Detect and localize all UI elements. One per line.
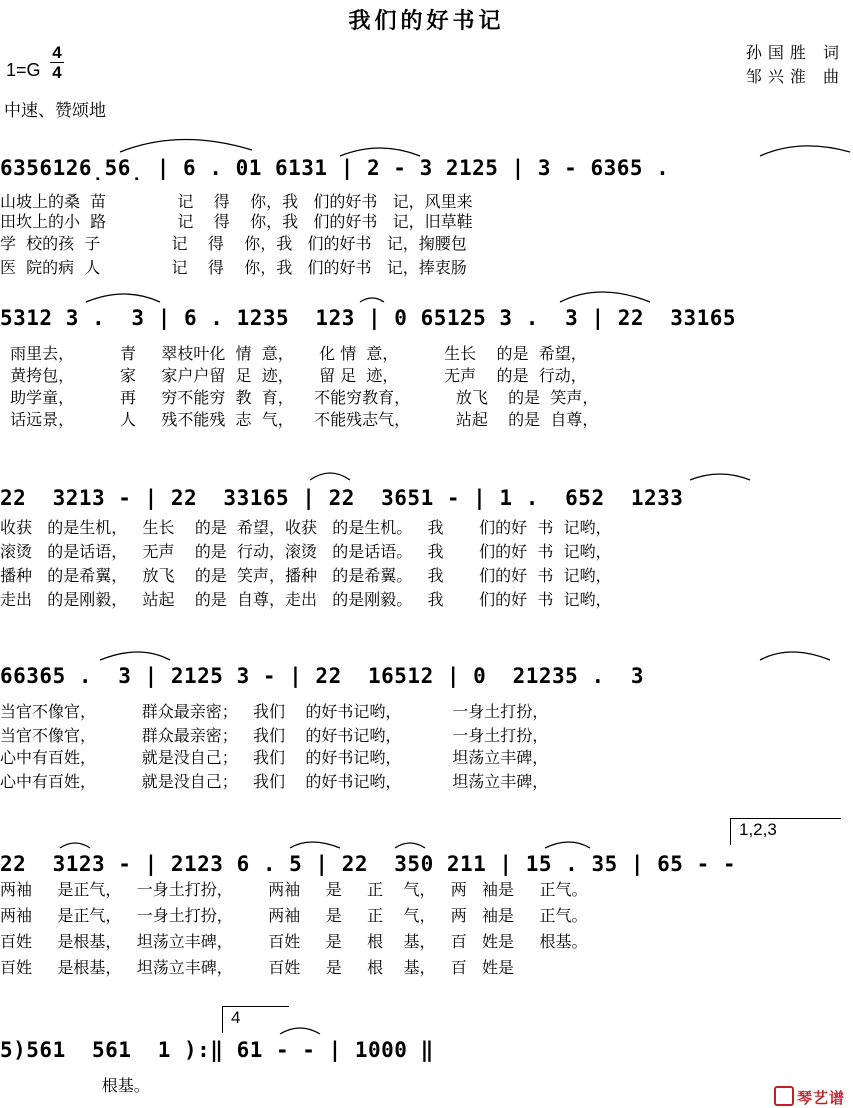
lyricist-credit: 孙国胜 词 xyxy=(745,43,845,62)
lyric-line-1-3: 学 校的孩 子 记 得 你，我 们的好书 记，掬腰包 xyxy=(0,234,467,253)
key-signature: 1=G xyxy=(6,60,41,80)
lyric-line-3-3: 播种 的是希翼， 放飞 的是 笑声，播种 的是希翼。 我 们的好 书 记哟， xyxy=(0,566,612,585)
lyric-line-2-3: 助学童， 再 穷不能穷 教 育， 不能穷教育， 放飞 的是 笑声， xyxy=(0,388,599,407)
slur xyxy=(560,292,650,302)
slur xyxy=(100,652,170,660)
lyric-line-6-1: 根基。 xyxy=(0,1076,150,1095)
lyric-line-3-1: 收获 的是生机， 生长 的是 希望，收获 的是生机。 我 们的好 书 记哟， xyxy=(0,518,612,537)
lyric-line-4-4: 心中有百姓， 就是没自己； 我们 的好书记哟， 坦荡立丰碑， xyxy=(0,772,549,791)
lyric-line-5-1: 两袖 是正气， 一身土打扮， 两袖 是 正 气， 两 袖是 正气。 xyxy=(0,880,588,899)
lyric-line-2-2: 黄挎包， 家 家户户留 足 迹， 留 足 迹， 无声 的是 行动， xyxy=(0,366,587,385)
lyric-line-1-2: 田坎上的小 路 记 得 你，我 们的好书 记，旧草鞋 xyxy=(0,212,473,231)
notation-line-5: 22 3123 - | 2123 6 . 5 | 22 350 211 | 15 . 35 | 65 - - xyxy=(0,852,737,876)
lyric-line-5-4: 百姓 是根基， 坦荡立丰碑， 百姓 是 根 基， 百 姓是 xyxy=(0,958,515,977)
slur xyxy=(290,842,340,848)
watermark xyxy=(762,1068,845,1108)
lyric-line-5-2: 两袖 是正气， 一身土打扮， 两袖 是 正 气， 两 袖是 正气。 xyxy=(0,906,588,925)
lyric-line-3-2: 滚烫 的是话语， 无声 的是 行动，滚烫 的是话语。 我 们的好 书 记哟， xyxy=(0,542,612,561)
slur xyxy=(120,139,252,152)
volta-label-1: 1,2,3 xyxy=(739,820,777,839)
slur xyxy=(760,652,830,660)
lyric-line-1-1: 山坡上的桑 苗 记 得 你，我 们的好书 记，风里来 xyxy=(0,192,473,211)
slur xyxy=(760,146,850,156)
tempo-marking: 中速、赞颂地 xyxy=(4,101,106,121)
lyric-line-3-4: 走出 的是刚毅， 站起 的是 自尊，走出 的是刚毅。 我 们的好 书 记哟， xyxy=(0,590,612,609)
time-signature-top: 4 xyxy=(52,43,62,62)
lyric-line-2-4: 话远景， 人 残不能残 志 气， 不能残志气， 站起 的是 自尊， xyxy=(0,410,599,429)
song-title: 我们的好书记 xyxy=(348,9,505,34)
lyric-line-4-1: 当官不像官， 群众最亲密； 我们 的好书记哟， 一身土打扮， xyxy=(0,702,549,721)
composer-credit: 邹兴淮 曲 xyxy=(745,67,845,86)
slur xyxy=(545,842,590,848)
time-signature-bottom: 4 xyxy=(52,63,62,82)
slur xyxy=(690,474,750,480)
slur xyxy=(340,148,420,156)
lyric-line-5-3: 百姓 是根基， 坦荡立丰碑， 百姓 是 根 基， 百 姓是 根基。 xyxy=(0,932,588,951)
notation-line-1: 6356126̣56̣ | 6 . 01 6131 | 2 - 3 2125 | 3 - 6365 . xyxy=(0,156,670,180)
watermark-text: 琴艺谱 xyxy=(796,1089,845,1107)
lyric-line-2-1: 雨里去， 青 翠枝叶化 情 意， 化 情 意， 生长 的是 希望， xyxy=(0,344,587,363)
slur xyxy=(86,294,160,302)
notation-line-4: 66365 . 3 | 2125 3 - | 22 16512 | 0 21235 . 3 xyxy=(0,664,645,688)
notation-line-3: 22 3213 - | 22 33165 | 22 3651 - | 1 . 652 1233 xyxy=(0,486,684,510)
lyric-line-4-2: 当官不像官， 群众最亲密； 我们 的好书记哟， 一身土打扮， xyxy=(0,726,549,745)
slur xyxy=(360,298,384,302)
slur xyxy=(280,1028,320,1034)
lyric-line-1-4: 医 院的病 人 记 得 你，我 们的好书 记，捧衷肠 xyxy=(0,258,467,277)
logo-icon xyxy=(774,1086,794,1106)
notation-line-2: 5312 3 . 3 | 6 . 1235 123 | 0 65125 3 . 3 | 22 33165 xyxy=(0,306,737,330)
volta-label-2: 4 xyxy=(231,1008,241,1027)
slur xyxy=(395,843,425,848)
lyric-line-4-3: 心中有百姓， 就是没自己； 我们 的好书记哟， 坦荡立丰碑， xyxy=(0,748,549,767)
slur xyxy=(60,843,90,848)
slur xyxy=(310,473,350,480)
notation-line-6: 5)561 561 1 ):‖ 61 - - | 1000 ‖ xyxy=(0,1038,434,1062)
